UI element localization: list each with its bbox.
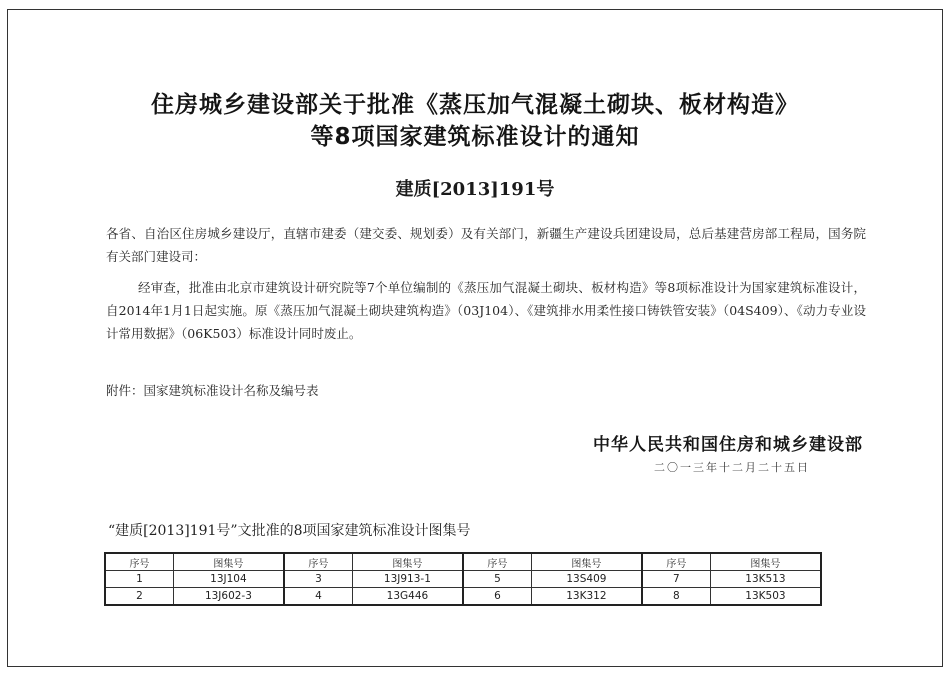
attachment-line: 附件：国家建筑标准设计名称及编号表 [106,382,319,398]
table-header-cell: 序号 [463,553,531,571]
table-cell: 5 [463,571,531,588]
table-header-cell: 序号 [284,553,352,571]
table-cell: 3 [284,571,352,588]
notice-title-line2: 等8项国家建筑标准设计的通知 [310,124,640,150]
table-row [105,571,821,588]
table-header-cell: 序号 [105,553,173,571]
table-cell: 13S409 [531,571,642,588]
table-cell: 1 [105,571,173,588]
table-cell: 8 [642,588,710,606]
table-header-cell: 图集号 [352,553,463,571]
table-cell: 2 [105,588,173,606]
issuer-name: 中华人民共和国住房和城乡建设部 [593,435,863,455]
table-header-cell: 图集号 [531,553,642,571]
table-cell: 6 [463,588,531,606]
document-number: 建质[2013]191号 [395,179,555,200]
table-caption: “建质[2013]191号”文批准的8项国家建筑标准设计图集号 [108,523,471,539]
table-row [105,588,821,606]
table-cell: 13K503 [710,588,821,606]
notice-title-line1: 住房城乡建设部关于批准《蒸压加气混凝土砌块、板材构造》 [151,92,799,118]
issue-date: 二〇一三年十二月二十五日 [654,461,810,474]
atlas-number-table [104,552,822,606]
table-cell: 13J913-1 [352,571,463,588]
table-header-cell: 序号 [642,553,710,571]
table-cell: 13K513 [710,571,821,588]
table-header-cell: 图集号 [173,553,284,571]
table-cell: 4 [284,588,352,606]
table-header-row [105,553,821,571]
recipients-paragraph: 各省、自治区住房城乡建设厅，直辖市建委（建交委、规划委）及有关部门，新疆生产建设兵团建设局，总后基建营房部工程局，国务院有关部门建设司： [106,225,866,264]
table-cell: 13K312 [531,588,642,606]
body-paragraph: 经审查，批准由北京市建筑设计研究院等7个单位编制的《蒸压加气混凝土砌块、板材构造》等8项标准设计为国家建筑标准设计，自2014年1月1日起实施。原《蒸压加气混凝土砌块建筑构造》（03J104）、《建筑排水用柔性接口铸铁管安装》（04S409）、《动力专业设计常用数据》（06K503）标准设计同时废止。 [106,279,866,341]
table-cell: 13G446 [352,588,463,606]
table-header-cell: 图集号 [710,553,821,571]
table-cell: 13J602-3 [173,588,284,606]
table-cell: 13J104 [173,571,284,588]
table-cell: 7 [642,571,710,588]
